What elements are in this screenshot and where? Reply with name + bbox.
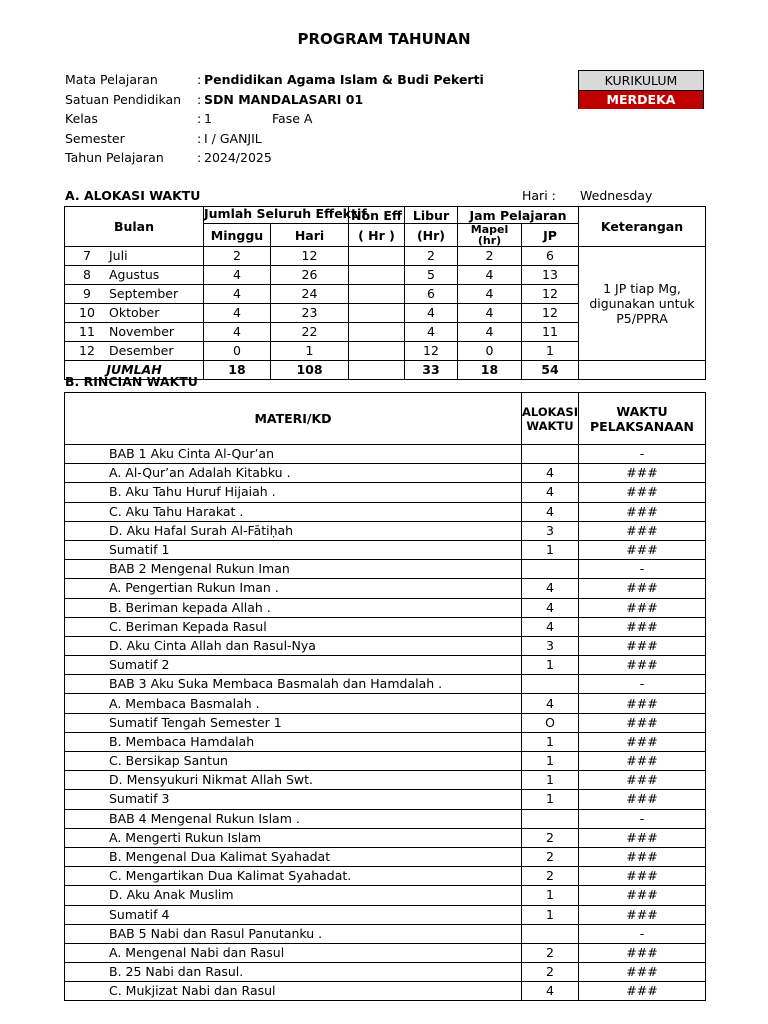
alokasi-cell: 1 — [522, 790, 579, 809]
minggu-cell: 4 — [204, 285, 271, 304]
alokasi-cell: 2 — [522, 828, 579, 847]
header-libur: Libur — [405, 207, 458, 224]
header-bulan: Bulan — [65, 207, 204, 247]
non-eff-cell — [349, 247, 405, 266]
non-eff-cell — [349, 285, 405, 304]
mapel-cell: 0 — [458, 342, 522, 361]
materi-cell: D. Mensyukuri Nikmat Allah Swt. — [65, 771, 522, 790]
rincian-row — [65, 540, 706, 559]
info-colon: : — [197, 72, 202, 87]
minggu-cell: 2 — [204, 247, 271, 266]
materi-cell: C. Mukjizat Nabi dan Rasul — [65, 982, 522, 1001]
hari-cell: 23 — [271, 304, 349, 323]
mapel-cell: 4 — [458, 323, 522, 342]
rincian-row — [65, 732, 706, 751]
hari-cell: 22 — [271, 323, 349, 342]
total-non-eff — [349, 361, 405, 380]
waktu-cell: - — [579, 675, 706, 694]
materi-cell: A. Membaca Basmalah . — [65, 694, 522, 713]
alokasi-row — [65, 247, 706, 266]
month-number: 10 — [79, 305, 95, 320]
bulan-cell — [65, 285, 204, 304]
waktu-cell: ### — [579, 752, 706, 771]
header-alokasi: ALOKASI WAKTU — [522, 393, 579, 445]
materi-cell: D. Aku Hafal Surah Al-Fātiḥah — [65, 521, 522, 540]
alokasi-cell: 1 — [522, 905, 579, 924]
waktu-cell: - — [579, 924, 706, 943]
alokasi-cell: 4 — [522, 694, 579, 713]
libur-cell: 4 — [405, 304, 458, 323]
non-eff-cell — [349, 266, 405, 285]
mapel-cell: 4 — [458, 285, 522, 304]
kurikulum-label: KURIKULUM — [579, 71, 703, 91]
waktu-cell: ### — [579, 579, 706, 598]
materi-cell: D. Aku Cinta Allah dan Rasul-Nya — [65, 636, 522, 655]
waktu-cell: ### — [579, 502, 706, 521]
rincian-row — [65, 483, 706, 502]
bulan-cell — [65, 247, 204, 266]
libur-cell: 6 — [405, 285, 458, 304]
materi-cell: B. Mengenal Dua Kalimat Syahadat — [65, 847, 522, 866]
waktu-cell: ### — [579, 483, 706, 502]
hari-cell: 1 — [271, 342, 349, 361]
rincian-row — [65, 847, 706, 866]
mapel-cell: 2 — [458, 247, 522, 266]
alokasi-cell: 2 — [522, 867, 579, 886]
section-a-title: A. ALOKASI WAKTU — [65, 188, 201, 203]
total-jp: 54 — [522, 361, 579, 380]
rincian-row — [65, 445, 706, 464]
hari-cell: 24 — [271, 285, 349, 304]
jp-cell: 13 — [522, 266, 579, 285]
materi-cell: D. Aku Anak Muslim — [65, 886, 522, 905]
bulan-cell — [65, 323, 204, 342]
materi-cell: BAB 3 Aku Suka Membaca Basmalah dan Hamdalah . — [65, 675, 522, 694]
materi-cell: B. Membaca Hamdalah — [65, 732, 522, 751]
alokasi-cell: 1 — [522, 771, 579, 790]
alokasi-cell: O — [522, 713, 579, 732]
rincian-row — [65, 617, 706, 636]
libur-cell: 12 — [405, 342, 458, 361]
rincian-row — [65, 771, 706, 790]
materi-cell: A. Pengertian Rukun Iman . — [65, 579, 522, 598]
materi-cell: Sumatif 2 — [65, 656, 522, 675]
rincian-row — [65, 598, 706, 617]
info-label: Tahun Pelajaran — [65, 150, 164, 165]
month-number: 12 — [79, 343, 95, 358]
alokasi-cell: 2 — [522, 963, 579, 982]
total-keterangan — [579, 361, 706, 380]
alokasi-cell: 4 — [522, 617, 579, 636]
day-label: Hari : — [522, 188, 556, 203]
month-name: Oktober — [109, 305, 160, 320]
waktu-cell: ### — [579, 771, 706, 790]
rincian-row — [65, 828, 706, 847]
header-non-eff: Non Eff — [349, 207, 405, 224]
month-name: Desember — [109, 343, 174, 358]
bulan-cell — [65, 342, 204, 361]
rincian-row — [65, 579, 706, 598]
fase-label: Fase A — [272, 111, 313, 126]
info-colon: : — [197, 111, 202, 126]
materi-cell: B. Beriman kepada Allah . — [65, 598, 522, 617]
alokasi-cell — [522, 675, 579, 694]
rincian-row — [65, 675, 706, 694]
waktu-cell: ### — [579, 464, 706, 483]
materi-cell: C. Mengartikan Dua Kalimat Syahadat. — [65, 867, 522, 886]
jp-cell: 12 — [522, 285, 579, 304]
month-name: November — [109, 324, 175, 339]
waktu-cell: ### — [579, 636, 706, 655]
header-jumlah-efektif: Jumlah Seluruh Effektif — [204, 207, 349, 224]
info-label: Kelas — [65, 111, 98, 126]
month-name: Juli — [109, 248, 128, 263]
minggu-cell: 0 — [204, 342, 271, 361]
non-eff-cell — [349, 304, 405, 323]
alokasi-cell: 4 — [522, 483, 579, 502]
minggu-cell: 4 — [204, 323, 271, 342]
materi-cell: Sumatif Tengah Semester 1 — [65, 713, 522, 732]
waktu-cell: ### — [579, 656, 706, 675]
waktu-cell: ### — [579, 598, 706, 617]
waktu-cell: ### — [579, 540, 706, 559]
keterangan-cell: 1 JP tiap Mg, digunakan untuk P5/PPRA — [579, 247, 706, 361]
mapel-cell: 4 — [458, 304, 522, 323]
alokasi-cell: 1 — [522, 886, 579, 905]
waktu-cell: ### — [579, 694, 706, 713]
waktu-cell: ### — [579, 905, 706, 924]
non-eff-cell — [349, 323, 405, 342]
header-minggu: Minggu — [204, 224, 271, 247]
rincian-row — [65, 790, 706, 809]
waktu-cell: - — [579, 445, 706, 464]
alokasi-cell: 3 — [522, 636, 579, 655]
rincian-row — [65, 464, 706, 483]
libur-cell: 5 — [405, 266, 458, 285]
info-value: SDN MANDALASARI 01 — [204, 92, 364, 107]
rincian-row — [65, 886, 706, 905]
alokasi-cell: 1 — [522, 656, 579, 675]
bulan-cell — [65, 266, 204, 285]
header-non-eff-unit: ( Hr ) — [349, 224, 405, 247]
header-materi: MATERI/KD — [65, 393, 522, 445]
hari-cell: 12 — [271, 247, 349, 266]
info-colon: : — [197, 131, 202, 146]
month-number: 11 — [79, 324, 95, 339]
header-jp: JP — [522, 224, 579, 247]
bulan-cell — [65, 304, 204, 323]
materi-cell: BAB 1 Aku Cinta Al-Qur’an — [65, 445, 522, 464]
total-label: JUMLAH — [65, 361, 204, 380]
waktu-cell: ### — [579, 790, 706, 809]
waktu-cell: ### — [579, 982, 706, 1001]
alokasi-cell — [522, 445, 579, 464]
rincian-row — [65, 521, 706, 540]
alokasi-cell: 4 — [522, 579, 579, 598]
materi-cell: A. Mengerti Rukun Islam — [65, 828, 522, 847]
jp-cell: 1 — [522, 342, 579, 361]
total-hari: 108 — [271, 361, 349, 380]
materi-cell: BAB 4 Mengenal Rukun Islam . — [65, 809, 522, 828]
waktu-cell: ### — [579, 521, 706, 540]
waktu-cell: - — [579, 560, 706, 579]
rincian-row — [65, 502, 706, 521]
alokasi-cell: 1 — [522, 732, 579, 751]
hari-cell: 26 — [271, 266, 349, 285]
materi-cell: Sumatif 3 — [65, 790, 522, 809]
materi-cell: Sumatif 4 — [65, 905, 522, 924]
alokasi-cell — [522, 809, 579, 828]
kurikulum-badge — [578, 70, 704, 109]
jp-cell: 12 — [522, 304, 579, 323]
minggu-cell: 4 — [204, 266, 271, 285]
rincian-row — [65, 867, 706, 886]
month-number: 8 — [83, 267, 91, 282]
info-label: Semester — [65, 131, 125, 146]
waktu-cell: ### — [579, 617, 706, 636]
rincian-row — [65, 943, 706, 962]
alokasi-cell: 1 — [522, 540, 579, 559]
libur-cell: 4 — [405, 323, 458, 342]
info-value: Pendidikan Agama Islam & Budi Pekerti — [204, 72, 484, 87]
waktu-cell: ### — [579, 713, 706, 732]
waktu-cell: - — [579, 809, 706, 828]
jp-cell: 11 — [522, 323, 579, 342]
month-number: 9 — [83, 286, 91, 301]
alokasi-table — [64, 206, 706, 380]
waktu-cell: ### — [579, 943, 706, 962]
materi-cell: A. Mengenal Nabi dan Rasul — [65, 943, 522, 962]
materi-cell: BAB 2 Mengenal Rukun Iman — [65, 560, 522, 579]
rincian-row — [65, 924, 706, 943]
day-value: Wednesday — [580, 188, 653, 203]
header-hari: Hari — [271, 224, 349, 247]
total-mapel: 18 — [458, 361, 522, 380]
waktu-cell: ### — [579, 963, 706, 982]
month-name: September — [109, 286, 179, 301]
rincian-row — [65, 656, 706, 675]
info-colon: : — [197, 150, 202, 165]
waktu-cell: ### — [579, 867, 706, 886]
month-number: 7 — [83, 248, 91, 263]
rincian-row — [65, 694, 706, 713]
non-eff-cell — [349, 342, 405, 361]
rincian-row — [65, 809, 706, 828]
alokasi-cell: 3 — [522, 521, 579, 540]
header-waktu: WAKTU PELAKSANAAN — [579, 393, 706, 445]
alokasi-cell: 4 — [522, 464, 579, 483]
waktu-cell: ### — [579, 886, 706, 905]
header-jam-pelajaran: Jam Pelajaran — [458, 207, 579, 224]
libur-cell: 2 — [405, 247, 458, 266]
info-label: Satuan Pendidikan — [65, 92, 182, 107]
total-minggu: 18 — [204, 361, 271, 380]
rincian-table — [64, 392, 706, 1001]
info-label: Mata Pelajaran — [65, 72, 158, 87]
rincian-row — [65, 713, 706, 732]
month-name: Agustus — [109, 267, 160, 282]
info-value: 2024/2025 — [204, 150, 272, 165]
materi-cell: C. Aku Tahu Harakat . — [65, 502, 522, 521]
info-value: I / GANJIL — [204, 131, 262, 146]
mapel-cell: 4 — [458, 266, 522, 285]
rincian-row — [65, 905, 706, 924]
alokasi-cell: 4 — [522, 982, 579, 1001]
waktu-cell: ### — [579, 847, 706, 866]
waktu-cell: ### — [579, 828, 706, 847]
rincian-row — [65, 982, 706, 1001]
alokasi-cell: 4 — [522, 502, 579, 521]
info-colon: : — [197, 92, 202, 107]
waktu-cell: ### — [579, 732, 706, 751]
section-b-title: B. RINCIAN WAKTU — [65, 374, 198, 389]
alokasi-cell: 2 — [522, 847, 579, 866]
materi-cell: C. Beriman Kepada Rasul — [65, 617, 522, 636]
materi-cell: C. Bersikap Santun — [65, 752, 522, 771]
alokasi-cell: 4 — [522, 598, 579, 617]
rincian-row — [65, 752, 706, 771]
materi-cell: B. 25 Nabi dan Rasul. — [65, 963, 522, 982]
info-value: 1 — [204, 111, 212, 126]
jp-cell: 6 — [522, 247, 579, 266]
header-mapel: Mapel (hr) — [458, 224, 522, 247]
materi-cell: Sumatif 1 — [65, 540, 522, 559]
page-title: PROGRAM TAHUNAN — [297, 30, 471, 48]
rincian-row — [65, 636, 706, 655]
total-libur: 33 — [405, 361, 458, 380]
header-libur-unit: (Hr) — [405, 224, 458, 247]
header-keterangan: Keterangan — [579, 207, 706, 247]
alokasi-cell: 1 — [522, 752, 579, 771]
alokasi-cell — [522, 560, 579, 579]
materi-cell: B. Aku Tahu Huruf Hijaiah . — [65, 483, 522, 502]
rincian-row — [65, 560, 706, 579]
minggu-cell: 4 — [204, 304, 271, 323]
materi-cell: A. Al-Qur’an Adalah Kitabku . — [65, 464, 522, 483]
kurikulum-value: MERDEKA — [579, 91, 703, 109]
alokasi-cell: 2 — [522, 943, 579, 962]
materi-cell: BAB 5 Nabi dan Rasul Panutanku . — [65, 924, 522, 943]
alokasi-cell — [522, 924, 579, 943]
rincian-row — [65, 963, 706, 982]
